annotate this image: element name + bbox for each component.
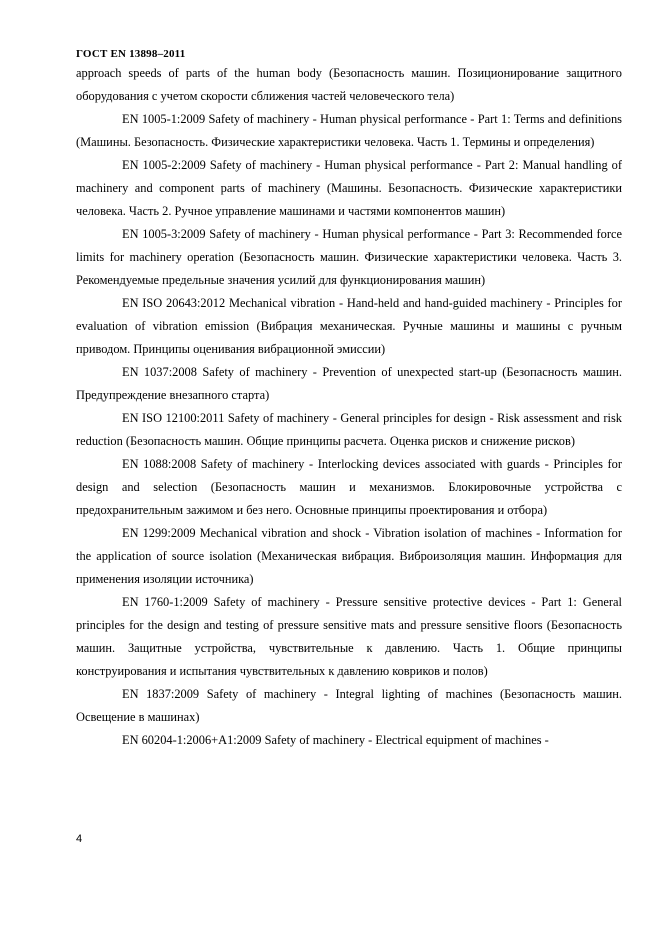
reference-en-1837: EN 1837:2009 Safety of machinery - Integral lighting of machines (Безопасность машин. Освещение в машинах) (76, 687, 622, 724)
reference-en-60204-1: EN 60204-1:2006+A1:2009 Safety of machinery - Electrical equipment of machines - (122, 733, 549, 747)
reference-en-1005-1: EN 1005-1:2009 Safety of machinery - Human physical performance - Part 1: Terms and definitions (Машины. Безопасность. Физические характеристики человека. Часть 1. Термины и определения) (76, 112, 622, 149)
body-text (76, 62, 622, 752)
reference-en-1088: EN 1088:2008 Safety of machinery - Interlocking devices associated with guards - Principles for design and selection (Безопасность машин и механизмов. Блокировочные устройства с предохранительным зажимом и без него. Основные принципы проектирования и отбора) (76, 457, 622, 517)
reference-en-1005-3: EN 1005-3:2009 Safety of machinery - Human physical performance - Part 3: Recommended force limits for machinery operation (Безопасность машин. Физические характеристики человека. Часть 3. Рекомендуемые предельные значения усилий для функционирования машин) (76, 227, 622, 287)
standard-header: ГОСТ EN 13898–2011 (76, 48, 186, 60)
page-number: 4 (76, 833, 83, 845)
paragraph-continuation: approach speeds of parts of the human body (Безопасность машин. Позиционирование защитного оборудования с учетом скорости сближения частей человеческого тела) (76, 66, 622, 103)
reference-en-1005-2: EN 1005-2:2009 Safety of machinery - Human physical performance - Part 2: Manual handling of machinery and component parts of machinery (Машины. Безопасность. Физические характеристики человека. Часть 2. Ручное управление машинами и частями компонентов машин) (76, 158, 622, 218)
reference-en-1760-1: EN 1760-1:2009 Safety of machinery - Pressure sensitive protective devices - Part 1: General principles for the design and testing of pressure sensitive mats and pressure sensitive floors (Безопасность машин. Защитные устройства, чувствительные к давлению. Часть 1. Общие принципы конструирования и испытания чувствительных к давлению ковриков и полов) (76, 595, 622, 678)
reference-en-1037: EN 1037:2008 Safety of machinery - Prevention of unexpected start-up (Безопасность машин. Предупреждение внезапного старта) (76, 365, 622, 402)
reference-en-1299: EN 1299:2009 Mechanical vibration and shock - Vibration isolation of machines - Information for the application of source isolation (Механическая вибрация. Виброизоляция машин. Информация для применения изоляции источника) (76, 526, 622, 586)
reference-en-iso-12100: EN ISO 12100:2011 Safety of machinery - General principles for design - Risk assessment and risk reduction (Безопасность машин. Общие принципы расчета. Оценка рисков и снижение рисков) (76, 411, 622, 448)
reference-en-iso-20643: EN ISO 20643:2012 Mechanical vibration - Hand-held and hand-guided machinery - Principles for evaluation of vibration emission (Вибрация механическая. Ручные машины и машины с ручным приводом. Принципы оценивания вибрационной эмиссии) (76, 296, 622, 356)
